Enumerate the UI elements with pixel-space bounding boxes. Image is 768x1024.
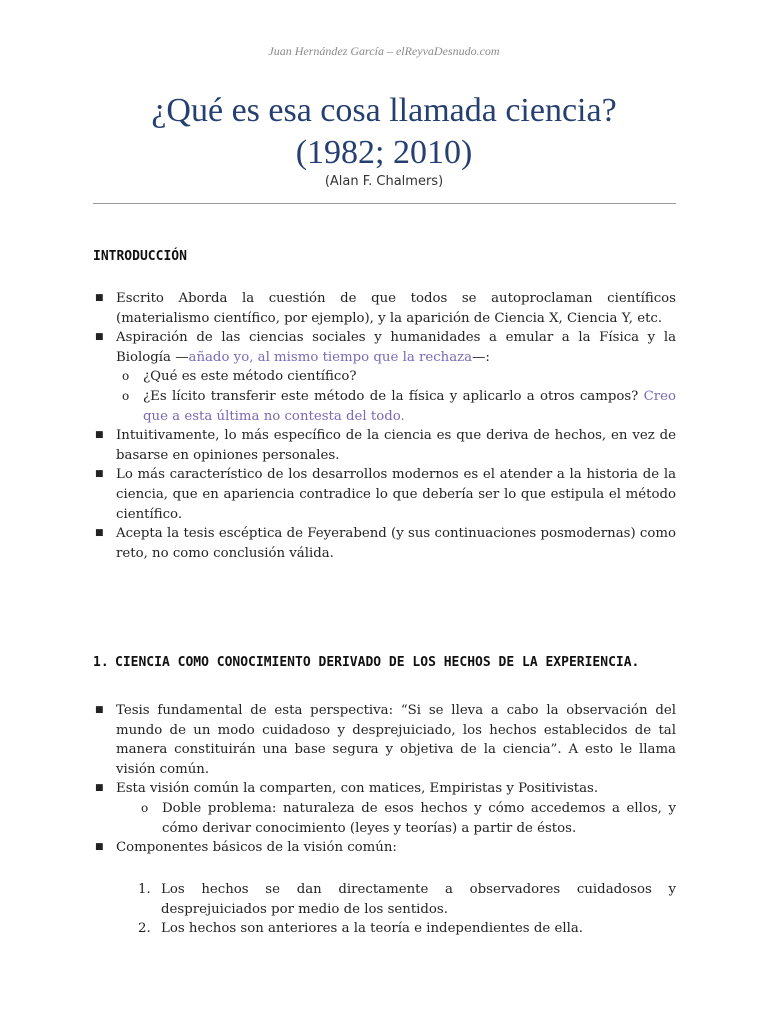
sub-item-text: ¿Qué es este método científico? bbox=[143, 369, 357, 385]
numbered-item bbox=[93, 880, 676, 919]
author-note-highlight: añado yo, al mismo tiempo que la rechaza bbox=[188, 349, 473, 365]
section-heading-1 bbox=[93, 653, 676, 673]
section-heading-introduccion: INTRODUCCIÓN bbox=[93, 249, 187, 264]
intro-bullet-list bbox=[93, 289, 676, 563]
list-item-text: Lo más característico de los desarrollos modernos es el atender a la historia de la ciencia, que en apariencia contradice lo que debería ser lo que estipula el método científico. bbox=[116, 467, 676, 522]
sub-list-item bbox=[93, 799, 676, 838]
sub-item-text: Doble problema: naturaleza de esos hechos y cómo accedemos a ellos, y cómo derivar conocimiento (leyes y teorías) a partir de éstos. bbox=[162, 800, 676, 836]
list-item-text: Acepta la tesis escéptica de Feyerabend (y sus continuaciones posmodernas) como reto, no como conclusión válida. bbox=[116, 526, 676, 561]
list-item bbox=[93, 426, 676, 465]
list-item-text: Aspiración de las ciencias sociales y humanidades a emular a la Física y la Biología — bbox=[116, 330, 676, 365]
document-title bbox=[60, 90, 708, 174]
list-item bbox=[93, 465, 676, 524]
list-item bbox=[93, 524, 676, 563]
square-bullet-icon: ■ bbox=[95, 842, 104, 853]
list-item bbox=[93, 838, 676, 858]
running-head: Juan Hernández García – elReyvaDesnudo.com bbox=[268, 44, 500, 58]
author-note-highlight: Creo que a esta última no contesta del todo. bbox=[143, 388, 676, 424]
numbered-item bbox=[93, 919, 676, 939]
square-bullet-icon: ■ bbox=[95, 430, 104, 441]
section-number: 1. bbox=[93, 654, 109, 670]
square-bullet-icon: ■ bbox=[95, 705, 104, 715]
list-item-text: Intuitivamente, lo más específico de la ciencia es que deriva de hechos, en vez de basarse en opiniones personales. bbox=[116, 428, 676, 463]
list-item bbox=[93, 328, 676, 367]
circle-bullet-icon: o bbox=[122, 369, 130, 384]
list-item-text: Escrito Aborda la cuestión de que todos se autoproclaman científicos (materialismo científico, por ejemplo), y la aparición de Ciencia X, Ciencia Y, etc. bbox=[116, 291, 676, 326]
section1-bullet-list bbox=[93, 701, 676, 858]
circle-bullet-icon: o bbox=[122, 388, 130, 403]
list-item-text: Esta visión común la comparten, con matices, Empiristas y Positivistas. bbox=[116, 781, 599, 797]
square-bullet-icon: ■ bbox=[95, 332, 104, 343]
sub-list-item bbox=[93, 387, 676, 426]
title-divider bbox=[93, 203, 676, 204]
square-bullet-icon: ■ bbox=[95, 783, 104, 794]
square-bullet-icon: ■ bbox=[95, 469, 104, 480]
list-item-text: —: bbox=[472, 349, 490, 365]
numbered-item-text: Los hechos son anteriores a la teoría e independientes de ella. bbox=[161, 921, 583, 937]
list-item bbox=[93, 289, 676, 328]
section-heading-text: CIENCIA COMO CONOCIMIENTO DERIVADO DE LOS HECHOS DE LA EXPERIENCIA. bbox=[115, 654, 640, 670]
sub-list-item bbox=[93, 367, 676, 387]
list-item bbox=[93, 779, 676, 799]
components-numbered-list bbox=[93, 880, 676, 939]
square-bullet-icon: ■ bbox=[95, 293, 104, 303]
item-number: 2. bbox=[138, 921, 151, 937]
list-item-text: Componentes básicos de la visión común: bbox=[116, 840, 397, 856]
sub-item-text: ¿Es lícito transferir este método de la física y aplicarlo a otros campos? bbox=[143, 388, 644, 404]
title-line-1: ¿Qué es esa cosa llamada ciencia? bbox=[151, 92, 617, 129]
list-item bbox=[93, 701, 676, 779]
author-line: (Alan F. Chalmers) bbox=[324, 174, 444, 189]
numbered-item-text: Los hechos se dan directamente a observadores cuidadosos y desprejuiciados por medio de los sentidos. bbox=[161, 882, 676, 917]
item-number: 1. bbox=[138, 882, 151, 897]
list-item-text: Tesis fundamental de esta perspectiva: “Si se lleva a cabo la observación del mundo de un modo cuidadoso y desprejuiciado, los hechos establecidos de tal manera constituirán una base segura y objetiva de la ciencia”. A esto le llama visión común. bbox=[116, 703, 676, 777]
square-bullet-icon: ■ bbox=[95, 528, 104, 539]
title-line-2: (1982; 2010) bbox=[295, 134, 473, 171]
circle-bullet-icon: o bbox=[141, 800, 149, 815]
